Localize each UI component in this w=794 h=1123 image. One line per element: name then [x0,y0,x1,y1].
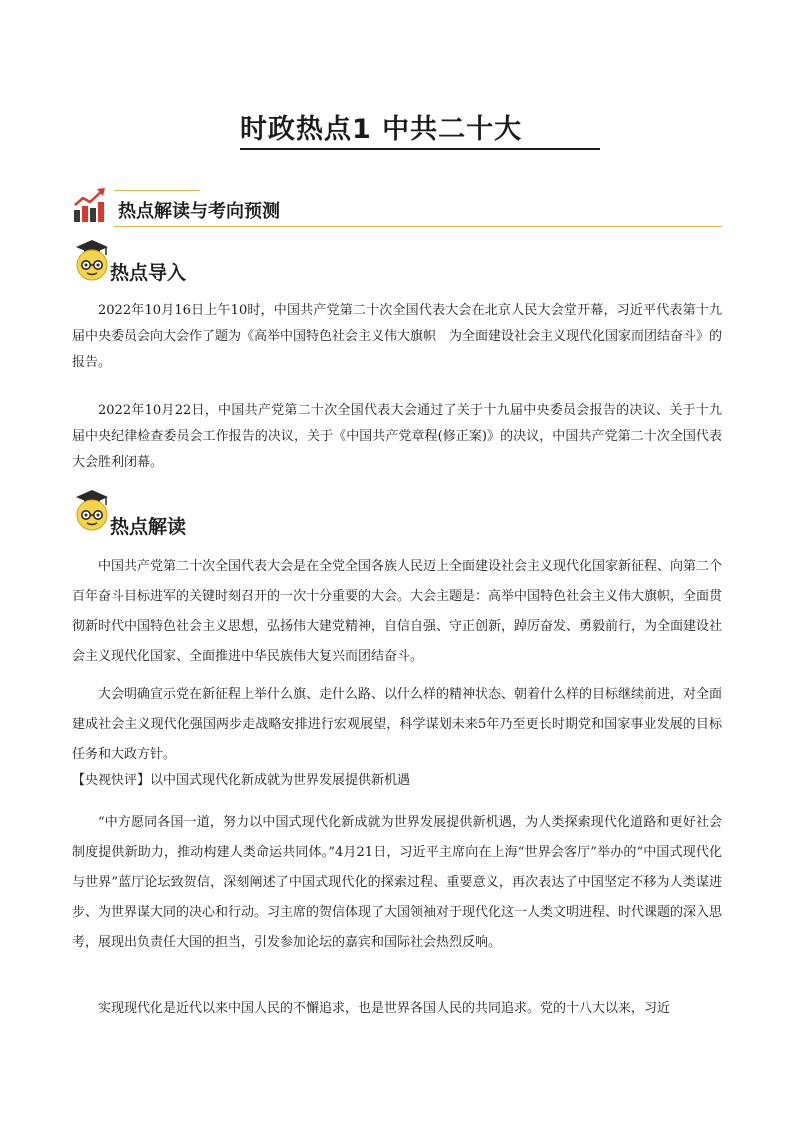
banner-title: 热点解读与考向预测 [118,201,280,222]
intro-paragraph-1: 2022年10月16日上午10时，中国共产党第二十次全国代表大会在北京人民大会堂开幕，习近平代表第十九届中央委员会向大会作了题为《高举中国特色社会主义伟大旗帜 为全面建设社会主义现代化国家而团结奋斗》的报告。 [72,303,723,370]
analysis-paragraph-2: 大会明确宣示党在新征程上举什么旗、走什么路、以什么样的精神状态、朝着什么样的目标继续前进，对全面建成社会主义现代化强国两步走战略安排进行宏观展望，科学谋划未来5年乃至更长时期党和国家事业发展的目标任务和大政方针。 [72,687,723,762]
intro-paragraph-2: 2022年10月22日，中国共产党第二十次全国代表大会通过了关于十九届中央委员会报告的决议、关于十九届中央纪律检查委员会工作报告的决议，关于《中国共产党章程(修正案)》的决议，中国共产党第二十次全国代表大会胜利闭幕。 [72,403,722,470]
commentary-paragraph-1: “中方愿同各国一道，努力以中国式现代化新成就为世界发展提供新机遇，为人类探索现代化道路和更好社会制度提供新助力，推动构建人类命运共同体。”4月21日，习近平主席向在上海“世界会客厅”举办的“中国式现代化与世界”蓝厅论坛致贺信，深刻阐述了中国式现代化的探索过程、重要意义，再次表达了中国坚定不移为人类谋进步、为世界谋大同的决心和行动。习主席的贺信体现了大国领袖对于现代化这一人类文明进程、时代课题的深入思考，展现出负责任大国的担当，引发参加论坛的嘉宾和国际社会热烈反响。 [72,815,723,950]
graduate-mascot-icon [72,238,112,282]
page-title: 时政热点1 中共二十大 [240,112,600,150]
section-heading-analysis: 热点解读 [110,516,187,538]
graduate-mascot-icon [72,488,112,532]
section-heading-intro: 热点导入 [110,262,187,284]
chart-rising-icon [72,186,108,224]
analysis-paragraph-1: 中国共产党第二十次全国代表大会是在全党全国各族人民迈上全面建设社会主义现代化国家新征程、向第二个百年奋斗目标进军的关键时刻召开的一次十分重要的大会。大会主题是：高举中国特色社会主义伟大旗帜，全面贯彻新时代中国特色社会主义思想，弘扬伟大建党精神，自信自强、守正创新，踔厉奋发、勇毅前行，为全面建设社会主义现代化国家、全面推进中华民族伟大复兴而团结奋斗。 [72,559,723,664]
banner-rule-top [114,190,200,191]
commentary-paragraph-2: 实现现代化是近代以来中国人民的不懈追求，也是世界各国人民的共同追求。党的十八大以来，习近 [98,1001,671,1016]
banner-rule-bottom [114,226,722,227]
commentary-label: 【央视快评】以中国式现代化新成就为世界发展提供新机遇 [72,773,411,788]
